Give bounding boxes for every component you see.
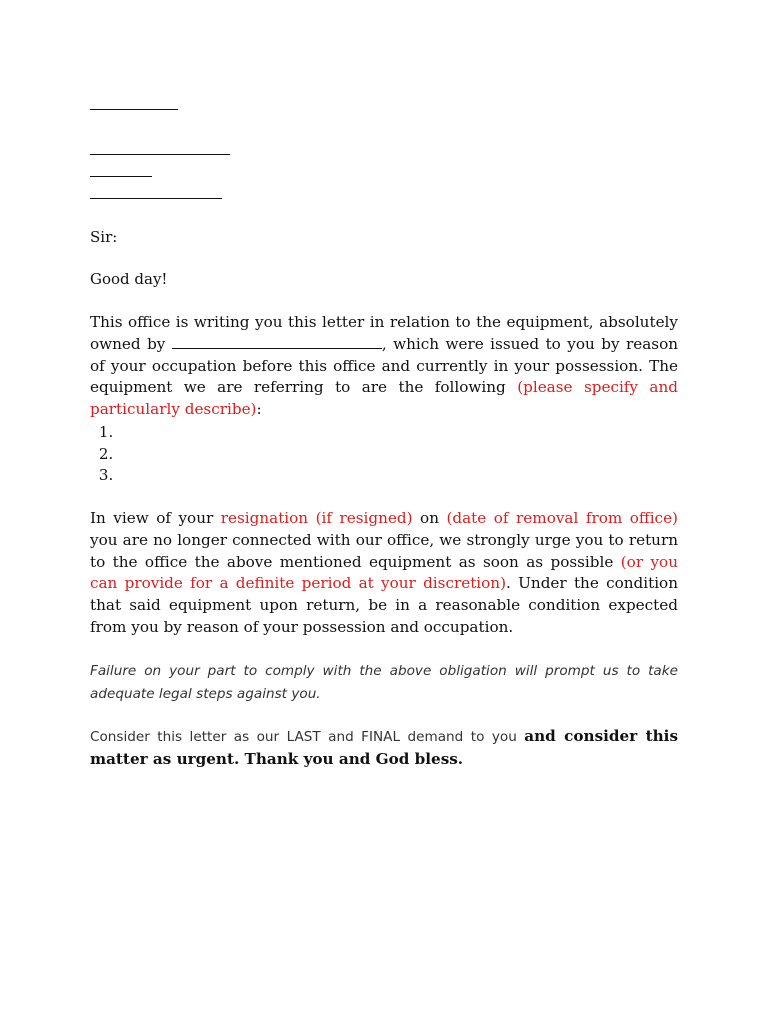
legal-warning: Failure on your part to comply with the above obligation will prompt us to take adequate legal steps against you. <box>90 663 678 702</box>
equipment-list <box>90 422 124 487</box>
salutation: Sir: <box>90 228 118 246</box>
closing-text-plain: Consider this letter as our LAST and FINAL demand to you <box>90 729 525 745</box>
paragraph-equipment-text-c: : <box>256 400 262 419</box>
date-blank-line <box>90 109 178 110</box>
definite-period-note: (or you can provide for a definite period at your discretion) <box>90 552 678 593</box>
paragraph-equipment-text-b: , which were issued to you by reason of your occupation before this office and currently in your possession. The equipment we are referring to are the following <box>90 334 679 397</box>
closing-text-bold: and consider this matter as urgent. Thank you and God bless. <box>90 727 678 768</box>
paragraph-return-text-b: on <box>412 509 447 527</box>
recipient-position-blank-line <box>90 176 152 177</box>
closing-paragraph <box>90 726 678 771</box>
list-item <box>118 465 124 487</box>
recipient-address-blank-line <box>90 198 222 199</box>
recipient-name-blank-line <box>90 154 230 155</box>
paragraph-equipment <box>90 312 678 421</box>
resignation-note: resignation (if resigned) <box>220 509 413 527</box>
paragraph-return-text-c: you are no longer connected with our office, we strongly urge you to return to the office the above mentioned equipment as soon as possible <box>90 530 678 571</box>
greeting: Good day! <box>90 270 168 288</box>
list-item <box>118 444 124 466</box>
list-item <box>118 422 124 444</box>
specify-note: (please specify and particularly describe) <box>90 378 678 419</box>
paragraph-return-text-d: . Under the condition that said equipment upon return, be in a reasonable condition expected from you by reason of your possession and occupation. <box>90 574 678 636</box>
paragraph-equipment-text-a: This office is writing you this letter in relation to the equipment, absolutely owned by <box>90 313 678 353</box>
removal-date-note: (date of removal from office) <box>446 509 678 527</box>
owner-blank-line <box>172 335 382 349</box>
paragraph-return-text-a: In view of your <box>90 509 221 527</box>
paragraph-return-request <box>90 508 678 639</box>
